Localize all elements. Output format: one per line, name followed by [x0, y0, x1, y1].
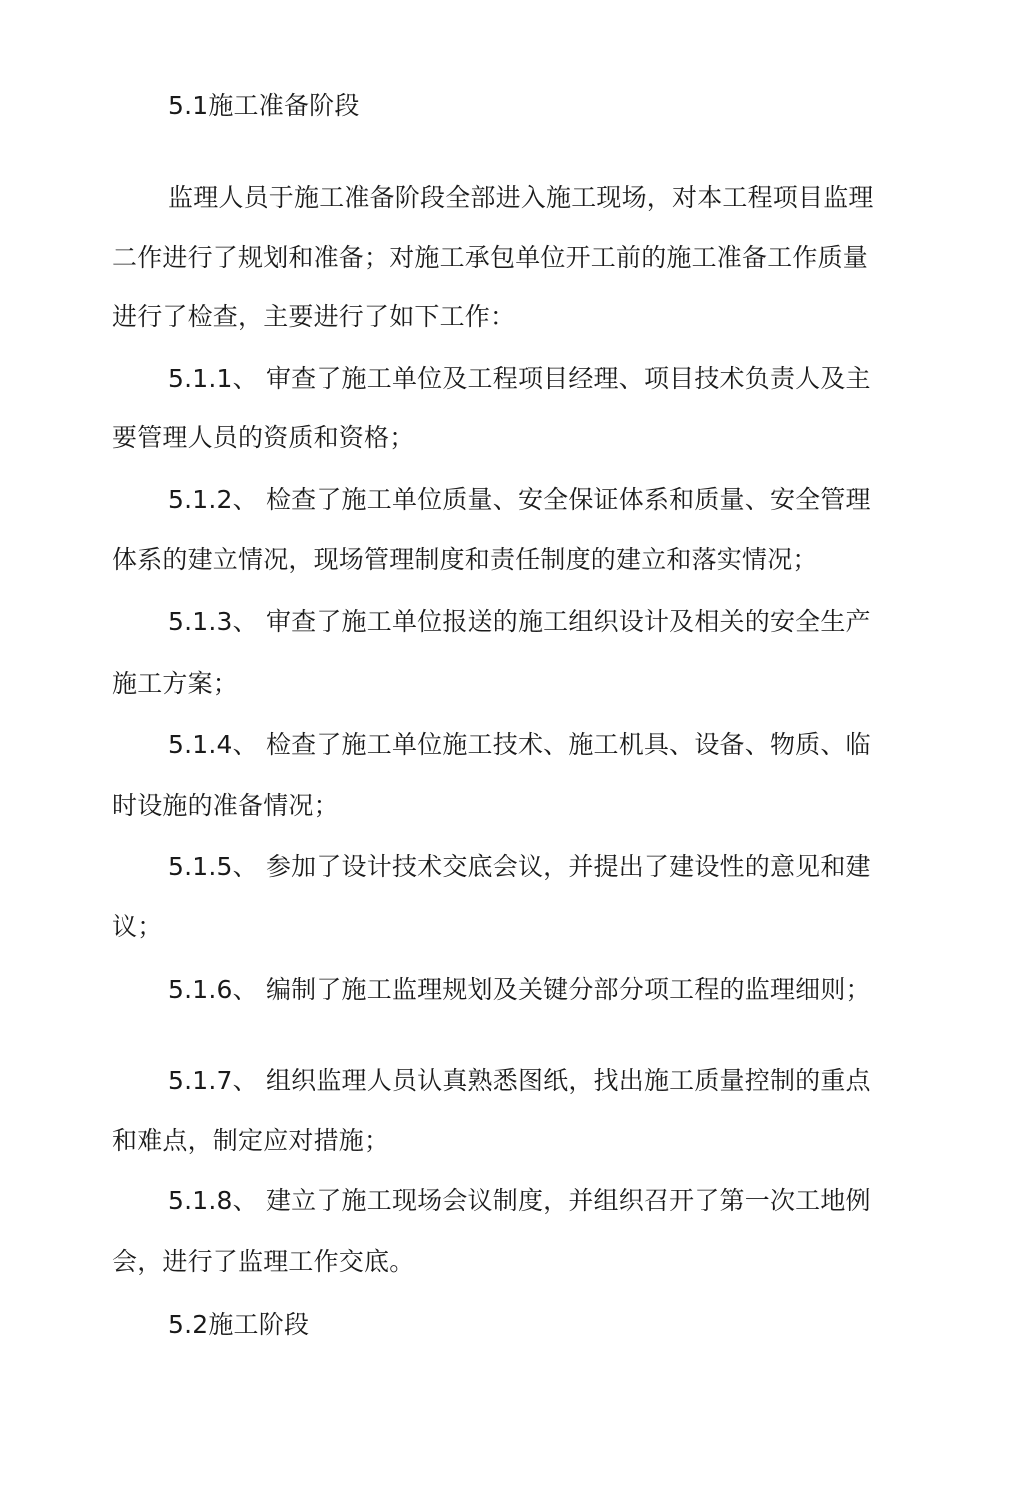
item-5-1-3-line-1: 5.1.3、 审查了施工单位报送的施工组织设计及相关的安全生产 [168, 607, 871, 636]
item-5-1-3-line-2: 施工方案； [112, 669, 239, 698]
section-heading-5-2: 5.2施工阶段 [168, 1310, 310, 1339]
section-heading-5-1: 5.1施工准备阶段 [168, 91, 360, 120]
item-5-1-4-line-1: 5.1.4、 检查了施工单位施工技术、施工机具、设备、物质、临 [168, 730, 871, 759]
item-5-1-1-line-1: 5.1.1、 审查了施工单位及工程项目经理、项目技术负责人及主 [168, 364, 871, 393]
item-5-1-6-line-1: 5.1.6、 编制了施工监理规划及关键分部分项工程的监理细则； [168, 975, 871, 1004]
item-5-1-1-line-2: 要管理人员的资质和资格； [112, 423, 415, 452]
intro-line-1: 监理人员于施工准备阶段全部进入施工现场，对本工程项目监理 [168, 183, 874, 212]
intro-line-3: 进行了检查，主要进行了如下工作： [112, 302, 516, 331]
item-5-1-7-line-1: 5.1.7、 组织监理人员认真熟悉图纸，找出施工质量控制的重点 [168, 1066, 871, 1095]
item-5-1-8-line-1: 5.1.8、 建立了施工现场会议制度，并组织召开了第一次工地例 [168, 1186, 871, 1215]
item-5-1-8-line-2: 会，进行了监理工作交底。 [112, 1247, 415, 1276]
item-5-1-2-line-2: 体系的建立情况，现场管理制度和责任制度的建立和落实情况； [112, 545, 818, 574]
item-5-1-5-line-2: 议； [112, 912, 163, 941]
item-5-1-4-line-2: 时设施的准备情况； [112, 791, 339, 820]
item-5-1-7-line-2: 和难点，制定应对措施； [112, 1126, 390, 1155]
item-5-1-5-line-1: 5.1.5、 参加了设计技术交底会议，并提出了建设性的意见和建 [168, 852, 871, 881]
item-5-1-2-line-1: 5.1.2、 检查了施工单位质量、安全保证体系和质量、安全管理 [168, 485, 871, 514]
intro-line-2: 二作进行了规划和准备；对施工承包单位开工前的施工准备工作质量 [112, 243, 869, 272]
